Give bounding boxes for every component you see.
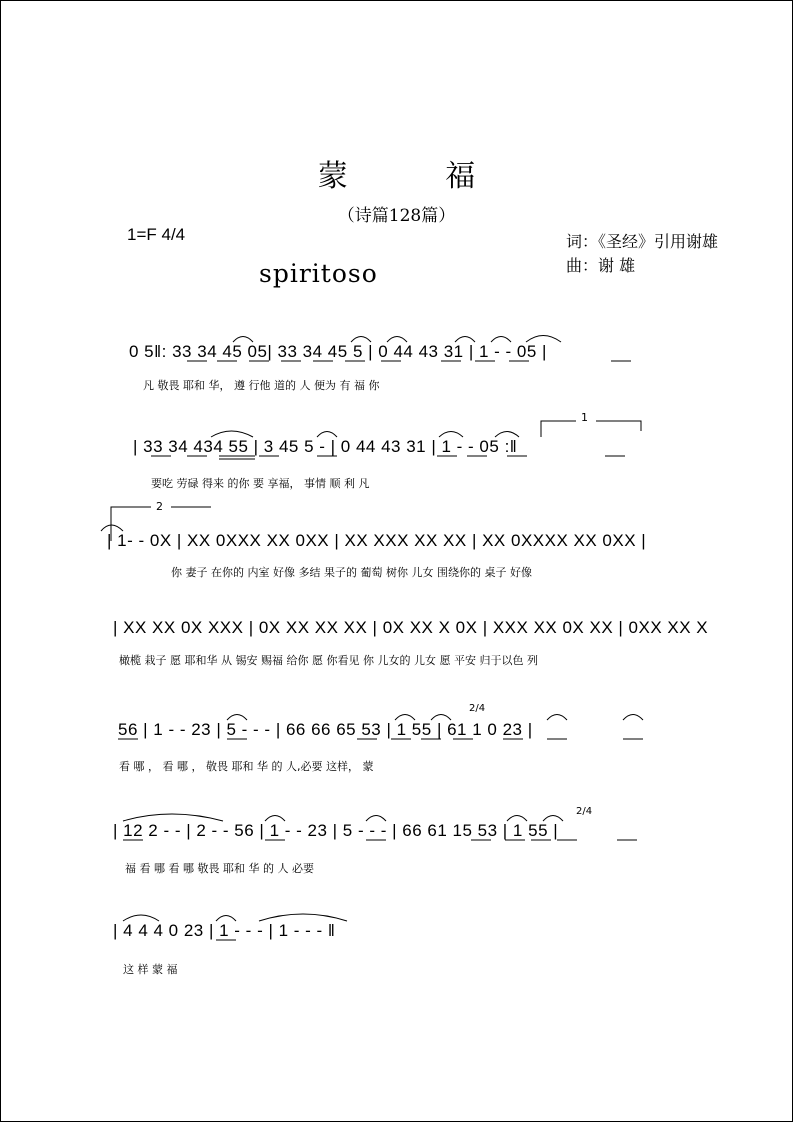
song-title: 蒙 福 xyxy=(317,159,520,194)
notation-line-2: | 33 34 434 55 | 3 45 5 - | 0 44 43 31 | 1 - - 05 :‖ xyxy=(133,437,518,456)
lyrics-line-7: 这 样 蒙 福 xyxy=(123,963,178,976)
notation-line-1: 0 5‖: 33 34 45 05| 33 34 45 5 | 0 44 43 31 | 1 - - 05 | xyxy=(129,342,547,361)
notation-line-4: | XX XX 0X XXX | 0X XX XX XX | 0X XX X 0X | XXX XX 0X XX | 0XX XX X xyxy=(113,618,709,637)
song-subtitle: （诗篇128篇） xyxy=(337,206,456,226)
time-change-1: 2/4 xyxy=(469,703,486,714)
time-change-2: 2/4 xyxy=(576,806,593,817)
notation-line-5: 56 | 1 - - 23 | 5 - - - | 66 66 65 53 | 1 55 | 61 1 0 23 | xyxy=(118,720,533,739)
notation-line-3: | 1- - 0X | XX 0XXX XX 0XX | XX XXX XX XX | XX 0XXXX XX 0XX | xyxy=(107,531,647,550)
key-signature: 1=F 4/4 xyxy=(127,225,186,244)
lyrics-line-2: 要吃 劳碌 得来 的你 要 享福， 事情 顺 利 凡 xyxy=(151,477,370,490)
lyricist-credit: 词：《圣经》引用谢雄 xyxy=(566,232,719,251)
composer-credit: 曲：谢 雄 xyxy=(566,256,636,275)
lyrics-line-6: 福 看 哪 看 哪 敬畏 耶和 华 的 人 必要 xyxy=(125,862,314,875)
volta-1-label: 1 xyxy=(581,411,588,424)
notation-line-6: | 12 2 - - | 2 - - 56 | 1 - - 23 | 5 - - - | 66 61 15 53 | 1 55 | xyxy=(113,821,559,840)
lyrics-line-1: 凡 敬畏 耶和 华， 遵 行他 道的 人 便为 有 福 你 xyxy=(143,379,380,392)
volta-2-label: 2 xyxy=(156,500,163,513)
tempo-marking: spiritoso xyxy=(259,259,378,288)
lyrics-line-3: 你 妻子 在你的 内室 好像 多结 果子的 葡萄 树你 儿女 围绕你的 桌子 好像 xyxy=(171,566,532,579)
slurs-and-brackets xyxy=(1,1,792,1121)
lyrics-line-4: 橄榄 栽子 愿 耶和华 从 锡安 赐福 给你 愿 你看见 你 儿女的 儿女 愿 平安 归于以色 列 xyxy=(119,654,538,667)
lyrics-line-5: 看 哪 ， 看 哪 ， 敬畏 耶和 华 的 人,必要 这样， 蒙 xyxy=(119,760,374,773)
notation-line-7: | 4 4 4 0 23 | 1 - - - | 1 - - - ‖ xyxy=(113,921,336,940)
